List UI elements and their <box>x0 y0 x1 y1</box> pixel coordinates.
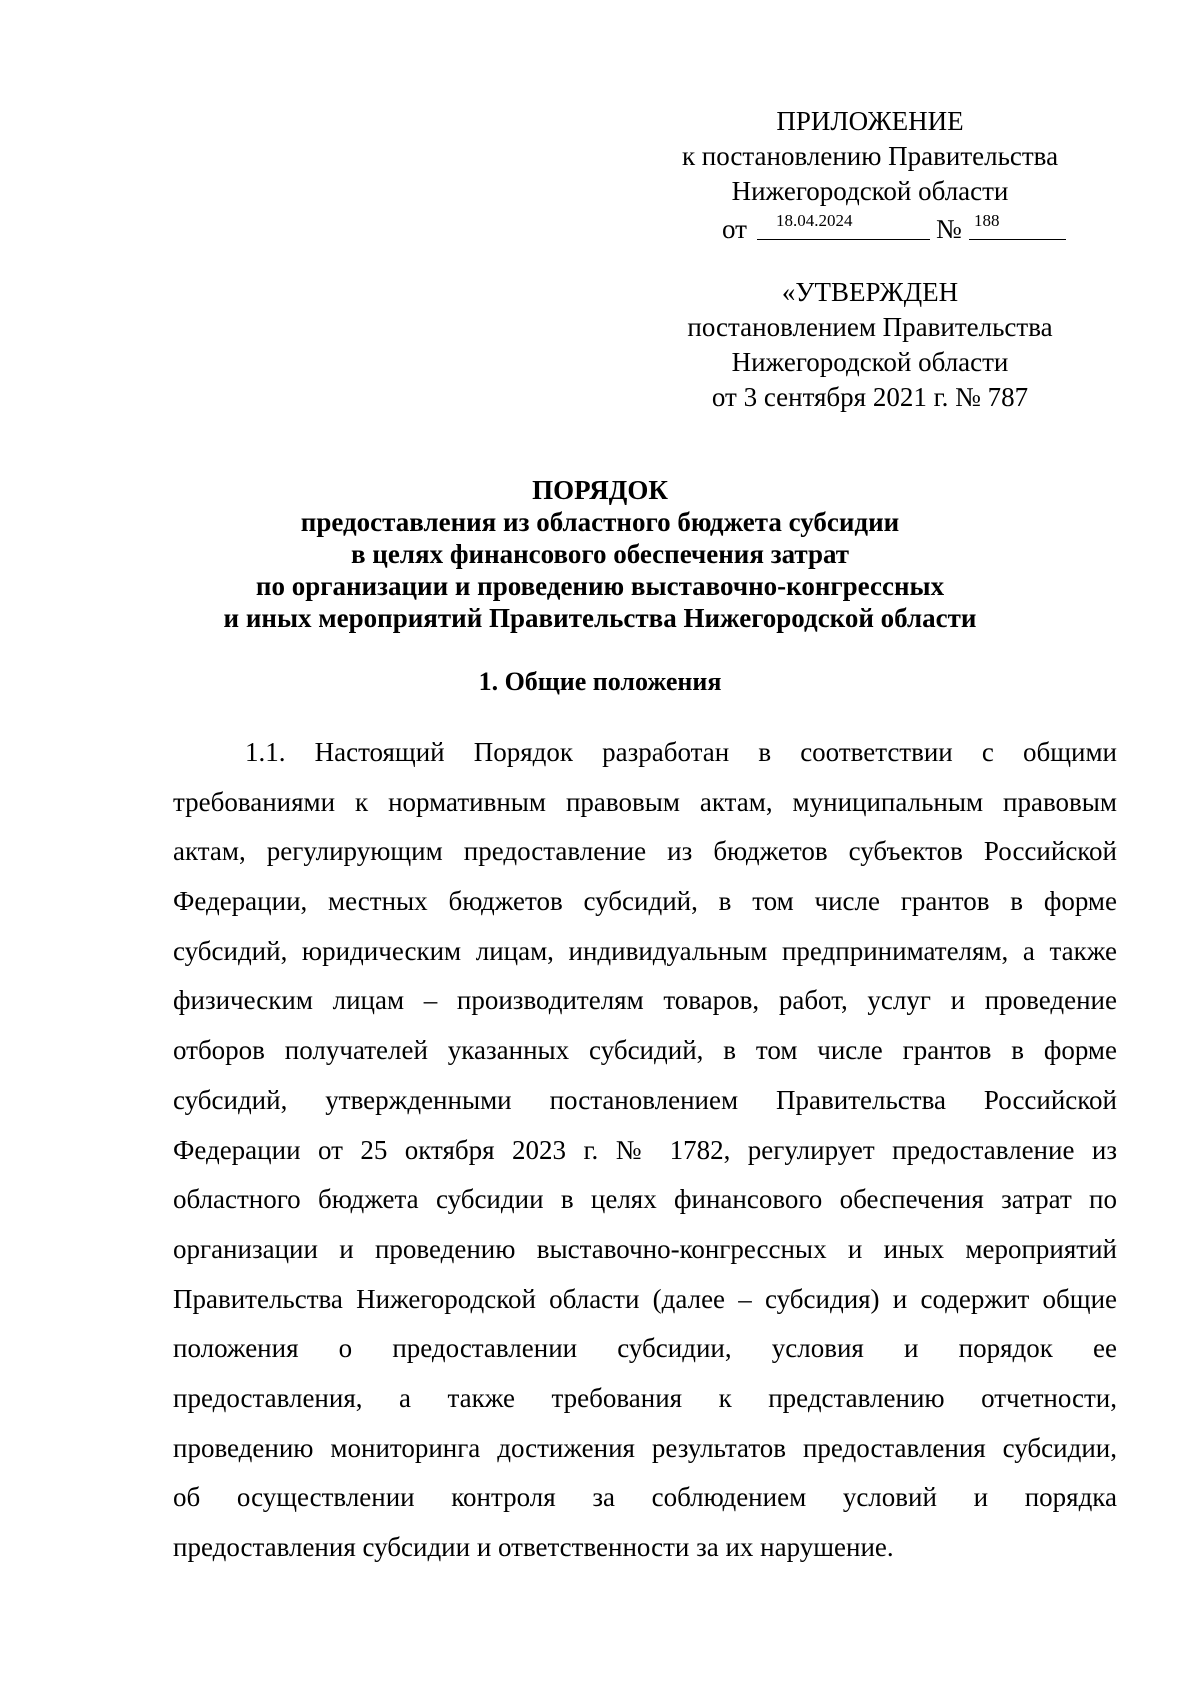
paragraph-line: требованиями к нормативным правовым актам, муниципальным правовым <box>173 786 1117 817</box>
paragraph-line: областного бюджета субсидии в целях финансового обеспечения затрат по <box>173 1184 1117 1215</box>
title-line-4: и иных мероприятий Правительства Нижегородской области <box>223 603 977 633</box>
paragraph-line: предоставления субсидии и ответственности за их нарушение. <box>173 1532 894 1562</box>
paragraph-line: проведению мониторинга достижения результатов предоставления субсидии, <box>173 1432 1117 1463</box>
approved-line-3: от 3 сентября 2021 г. № 787 <box>711 382 1029 412</box>
paragraph-line: Федерации, местных бюджетов субсидий, в том числе грантов в форме <box>173 886 1117 917</box>
appendix-number-line <box>620 209 1120 244</box>
title-line-1: предоставления из областного бюджета субсидии <box>300 507 900 537</box>
paragraph-1-1 <box>173 728 1117 1573</box>
title-line-2: в целях финансового обеспечения затрат <box>350 539 850 569</box>
paragraph-line: положения о предоставлении субсидии, условия и порядок ее <box>173 1333 1117 1364</box>
paragraph-line: предоставления, а также требования к представлению отчетности, <box>173 1382 1117 1413</box>
approved-line-1: постановлением Правительства <box>687 312 1053 342</box>
title-main: ПОРЯДОК <box>532 475 668 505</box>
document-title <box>150 474 1050 634</box>
approved-block <box>620 275 1120 415</box>
date-underline <box>757 239 930 240</box>
number-underline <box>969 239 1066 240</box>
title-line-3: по организации и проведению выставочно-конгрессных <box>255 571 945 601</box>
appendix-title: ПРИЛОЖЕНИЕ <box>776 106 964 136</box>
paragraph-line: об осуществлении контроля за соблюдением условий и порядка <box>173 1482 1117 1513</box>
paragraph-line: актам, регулирующим предоставление из бюджетов субъектов Российской <box>173 836 1117 867</box>
paragraph-line: субсидий, юридическим лицам, индивидуальным предпринимателям, а также <box>173 935 1117 966</box>
paragraph-line: Федерации от 25 октября 2023 г. № 1782, регулирует предоставление из <box>173 1134 1117 1165</box>
paragraph-line: физическим лицам – производителям товаров, работ, услуг и проведение <box>173 985 1117 1016</box>
approved-line-0: «УТВЕРЖДЕН <box>781 277 959 307</box>
paragraph-line: отборов получателей указанных субсидий, в том числе грантов в форме <box>173 1035 1117 1066</box>
paragraph-line: 1.1. Настоящий Порядок разработан в соответствии с общими <box>245 737 1117 767</box>
paragraph-line: Правительства Нижегородской области (далее – субсидия) и содержит общие <box>173 1283 1117 1314</box>
paragraph-line: организации и проведению выставочно-конгрессных и иных мероприятий <box>173 1233 1117 1264</box>
paragraph-line: субсидий, утвержденными постановлением Правительства Российской <box>173 1084 1117 1115</box>
from-label: от <box>722 214 747 244</box>
appendix-line-2: Нижегородской области <box>731 176 1009 206</box>
appendix-line-1: к постановлению Правительства <box>681 141 1059 171</box>
number-label: № <box>936 214 962 244</box>
appendix-header <box>620 104 1120 244</box>
decree-date: 18.04.2024 <box>776 211 853 230</box>
approved-line-2: Нижегородской области <box>731 347 1009 377</box>
section-heading: 1. Общие положения <box>478 667 722 696</box>
decree-number: 188 <box>974 211 1000 230</box>
